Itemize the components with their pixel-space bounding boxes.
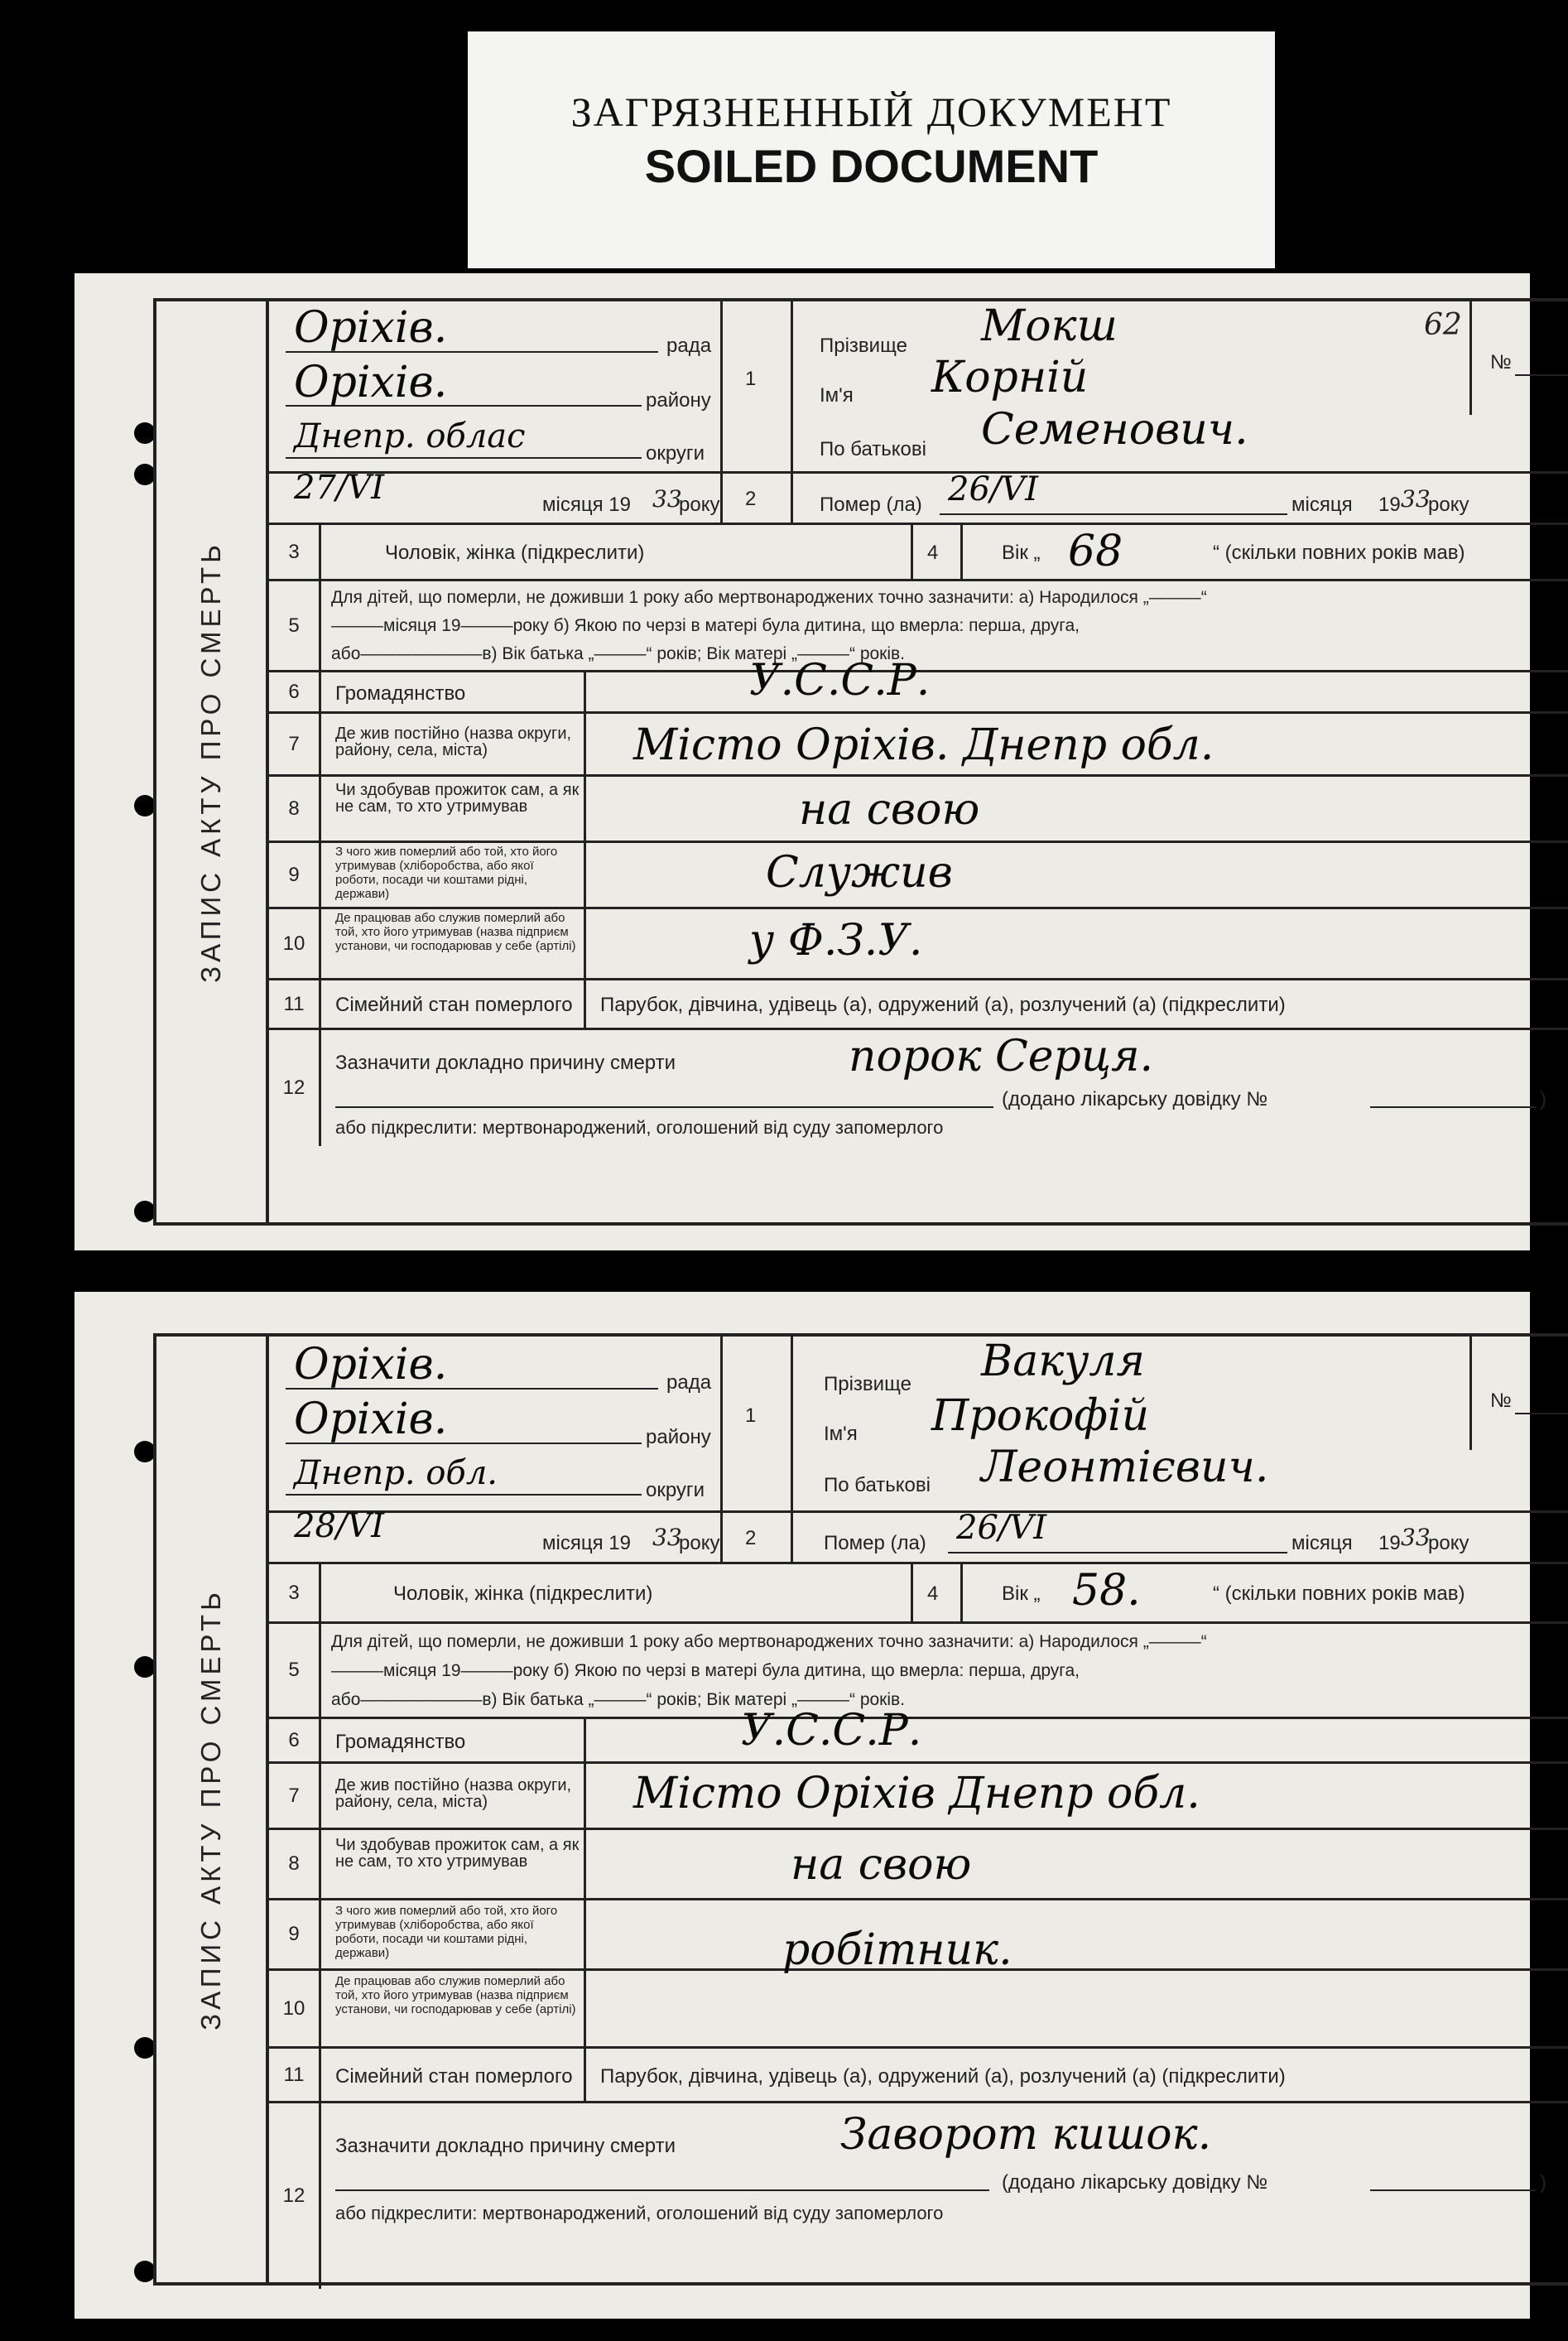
label-okrugy: округи xyxy=(646,442,705,465)
hw-okruh: Днепр. обл. xyxy=(294,1454,498,1492)
row-number: 7 xyxy=(269,714,321,774)
hw-rada: Оріхів. xyxy=(294,1340,448,1390)
hw-residence: Місто Оріхів. Днепр обл. xyxy=(633,720,1214,770)
label-po-batkovi: По батькові xyxy=(824,1474,931,1496)
row-number: 4 xyxy=(927,542,939,564)
row-number: 6 xyxy=(269,672,321,711)
row-number: 5 xyxy=(269,581,321,670)
row-cause xyxy=(269,1030,1568,1146)
row-citizenship xyxy=(269,1706,1568,1764)
label-simeinyi: Сімейний стан померлого xyxy=(335,2065,573,2088)
record-grid xyxy=(269,298,1568,1226)
closing-paren: ) xyxy=(1540,2171,1546,2194)
row-livelihood xyxy=(269,1830,1568,1900)
label-children-2: ———місяця 19———року б) Якою по черзі в матері була дитина, що вмерла: перша, друга, xyxy=(331,616,1080,635)
hw-livelihood: на свою xyxy=(799,785,980,835)
label-okrugy: округи xyxy=(646,1479,705,1501)
hw-patronymic: Семенович. xyxy=(981,405,1248,455)
row-number: 12 xyxy=(269,2103,321,2289)
row-cause xyxy=(269,2103,1568,2289)
hw-death-day: 26/VI xyxy=(956,1509,1047,1547)
row-number: 4 xyxy=(927,1582,939,1605)
side-title: ЗАПИС АКТУ ПРО СМЕРТЬ xyxy=(195,541,226,983)
side-title-box xyxy=(153,298,269,1226)
label-z-choho: З чого жив померлий або той, хто його утримував (хліборобства, або якої роботи, посади чи коштами рідні, держави) xyxy=(335,845,558,901)
label-rada: рада xyxy=(666,1371,712,1394)
label-simeinyi: Сімейний стан померлого xyxy=(335,994,573,1016)
row-workplace xyxy=(269,1971,1568,2049)
hw-citizenship: У.С.С.Р. xyxy=(741,1706,922,1756)
label-chy-zdobuvav: Чи здобував прожиток сам, а як не сам, то хто утримував xyxy=(335,1836,580,1871)
hw-patronymic: Леонтієвич. xyxy=(981,1443,1269,1492)
label-raionu: району xyxy=(646,389,711,412)
hw-raion: Оріхів. xyxy=(294,358,448,407)
label-vik: Вік „ xyxy=(1002,1582,1041,1605)
row-number: 10 xyxy=(269,909,321,978)
hw-cause: порок Серця. xyxy=(849,1032,1154,1081)
row-number: 7 xyxy=(269,1764,321,1828)
label-misiatsia: місяця xyxy=(1291,1532,1353,1554)
label-19: 19 xyxy=(1378,494,1401,516)
row-number: 6 xyxy=(269,1719,321,1761)
hw-okruh: Днепр. облас xyxy=(294,417,526,455)
label-abo-pidkreslyty: або підкреслити: мертвонароджений, оголошений від суду запомерлого xyxy=(335,1117,944,1138)
label-misiatsia-19: місяця 19 xyxy=(542,494,631,516)
hw-year-suffix: 33 xyxy=(652,485,682,513)
row-number: 9 xyxy=(269,1900,321,1968)
row-residence xyxy=(269,714,1568,777)
label-chy-zdobuvav: Чи здобував прожиток сам, а як не сам, то хто утримував xyxy=(335,781,580,816)
perforation-gap xyxy=(75,1259,1530,1275)
label-rada: рада xyxy=(666,335,712,357)
hw-name: Корній xyxy=(931,353,1089,402)
hw-age: 58. xyxy=(1072,1566,1141,1616)
label-raionu: району xyxy=(646,1426,711,1448)
label-pomer: Помер (ла) xyxy=(820,494,922,516)
hw-livelihood: на свою xyxy=(791,1840,972,1890)
label-vik: Вік „ xyxy=(1002,542,1041,564)
label-children-3: або———————в) Вік батька „———“ років; Вік матері „———“ років. xyxy=(331,1690,906,1709)
label-de-zhyv: Де жив постійно (назва округи, району, села, міста) xyxy=(335,725,572,759)
label-prychyna: Зазначити докладно причину смерти xyxy=(335,1052,676,1074)
hw-death-year-suffix: 33 xyxy=(1401,1524,1431,1551)
label-de-pratsiuvav: Де працював або служив померлий або той, хто його утримував (назва підприєм установи, чи господарював у себе (артілі) xyxy=(335,911,576,953)
label-z-choho: З чого жив померлий або той, хто його утримував (хліборобства, або якої роботи, посади чи коштами рідні, держави) xyxy=(335,1904,558,1960)
hw-name: Прокофій xyxy=(931,1391,1150,1441)
row-occupation xyxy=(269,843,1568,909)
header-block xyxy=(269,301,1568,525)
label-simeinyi-opts: Парубок, дівчина, удівець (а), одружений (а), розлучений (а) (підкреслити) xyxy=(600,2065,1286,2088)
label-po-batkovi: По батькові xyxy=(820,438,926,460)
header-block xyxy=(269,1337,1568,1564)
label-children-1: Для дітей, що померли, не доживши 1 року або мертвонароджених точно зазначити: а) Народилося „———“ xyxy=(331,1632,1207,1651)
record-grid xyxy=(269,1333,1568,2286)
hw-cause: Заворот кишок. xyxy=(840,2110,1212,2160)
hw-rada: Оріхів. xyxy=(294,303,448,353)
label-prychyna: Зазначити докладно причину смерти xyxy=(335,2135,676,2157)
closing-paren: ) xyxy=(1540,1088,1546,1110)
label-dodano: (додано лікарську довідку № xyxy=(1002,1088,1268,1110)
hw-residence: Місто Оріхів Днепр обл. xyxy=(633,1769,1200,1818)
row-sex-age xyxy=(269,525,1568,581)
label-children-3: або———————в) Вік батька „———“ років; Вік матері „———“ років. xyxy=(331,644,906,663)
row-marital xyxy=(269,980,1568,1030)
label-vik-note: “ (скільки повних років мав) xyxy=(1213,1582,1465,1605)
row-marital xyxy=(269,2049,1568,2103)
label-de-zhyv: Де жив постійно (назва округи, району, села, міста) xyxy=(335,1776,572,1811)
label-dodano: (додано лікарську довідку № xyxy=(1002,2171,1268,2194)
label-english: SOILED DOCUMENT xyxy=(644,140,1099,192)
hw-surname: Мокш xyxy=(981,301,1118,351)
side-title-box xyxy=(153,1333,269,2286)
hw-occupation: Служив xyxy=(766,848,953,898)
hw-death-day: 26/VI xyxy=(948,470,1039,508)
row-number: 5 xyxy=(269,1624,321,1717)
row-number: 3 xyxy=(269,525,321,579)
row-number: 1 xyxy=(745,368,757,390)
hw-year-suffix: 33 xyxy=(652,1524,682,1551)
row-residence xyxy=(269,1764,1568,1830)
row-children xyxy=(269,1624,1568,1719)
row-number: 11 xyxy=(269,980,321,1028)
label-roku: року xyxy=(679,1532,720,1554)
label-misiatsia-19: місяця 19 xyxy=(542,1532,631,1554)
side-title: ЗАПИС АКТУ ПРО СМЕРТЬ xyxy=(195,1588,226,2030)
label-sex: Чоловік, жінка (підкреслити) xyxy=(385,542,645,564)
row-number: 12 xyxy=(269,1030,321,1146)
label-abo-pidkreslyty: або підкреслити: мертвонароджений, оголошений від суду запомерлого xyxy=(335,2203,944,2223)
label-de-pratsiuvav: Де працював або служив померлий або той, хто його утримував (назва підприєм установи, чи господарював у себе (артілі) xyxy=(335,1974,576,2016)
label-no: № xyxy=(1490,1390,1512,1412)
death-record-form-1 xyxy=(75,273,1546,1250)
hw-workplace: у Ф.З.У. xyxy=(749,916,923,966)
label-no: № xyxy=(1490,351,1512,373)
hw-date-day: 27/VI xyxy=(294,469,385,507)
label-children-1: Для дітей, що померли, не доживши 1 року або мертвонароджених точно зазначити: а) Народилося „———“ xyxy=(331,588,1207,607)
death-record-form-2 xyxy=(75,1292,1546,2319)
row-number: 8 xyxy=(269,1830,321,1898)
label-hromadianstvo: Громадянство xyxy=(335,1731,466,1753)
row-sex-age xyxy=(269,1564,1568,1624)
label-hromadianstvo: Громадянство xyxy=(335,682,466,705)
hw-surname: Вакуля xyxy=(981,1337,1145,1386)
row-number: 3 xyxy=(269,1564,321,1621)
label-sex: Чоловік, жінка (підкреслити) xyxy=(393,1582,653,1605)
hw-age: 68 xyxy=(1068,527,1123,576)
row-occupation xyxy=(269,1900,1568,1975)
hw-date-day: 28/VI xyxy=(294,1507,385,1545)
label-children-2: ———місяця 19———року б) Якою по черзі в матері була дитина, що вмерла: перша, друга, xyxy=(331,1661,1080,1680)
label-misiatsia: місяця xyxy=(1291,494,1353,516)
label-russian: ЗАГРЯЗНЕННЫЙ ДОКУМЕНТ xyxy=(570,89,1172,135)
label-19: 19 xyxy=(1378,1532,1401,1554)
row-number: 2 xyxy=(745,1527,757,1549)
label-pomer: Помер (ла) xyxy=(824,1532,926,1554)
label-imia: Ім'я xyxy=(820,384,854,407)
row-number: 2 xyxy=(745,488,757,510)
row-number: 1 xyxy=(745,1404,757,1427)
hw-occupation: робітник. xyxy=(782,1925,1012,1975)
hw-death-year-suffix: 33 xyxy=(1401,485,1431,513)
row-number: 8 xyxy=(269,777,321,841)
page-number: 62 xyxy=(1424,308,1462,342)
row-number: 10 xyxy=(269,1971,321,2046)
row-livelihood xyxy=(269,777,1568,843)
label-imia: Ім'я xyxy=(824,1423,858,1445)
row-number: 11 xyxy=(269,2049,321,2101)
label-roku: року xyxy=(679,494,720,516)
label-prizvyshche: Прізвище xyxy=(824,1373,911,1395)
row-citizenship xyxy=(269,656,1568,714)
label-prizvyshche: Прізвище xyxy=(820,335,907,357)
hw-citizenship: У.С.С.Р. xyxy=(749,656,931,706)
hw-raion: Оріхів. xyxy=(294,1394,448,1444)
label-roku-2: року xyxy=(1428,494,1469,516)
row-workplace xyxy=(269,909,1568,980)
row-number: 9 xyxy=(269,843,321,907)
label-vik-note: “ (скільки повних років мав) xyxy=(1213,542,1465,564)
soiled-document-label xyxy=(468,31,1275,268)
label-roku-2: року xyxy=(1428,1532,1469,1554)
label-simeinyi-opts: Парубок, дівчина, удівець (а), одружений (а), розлучений (а) (підкреслити) xyxy=(600,994,1286,1016)
